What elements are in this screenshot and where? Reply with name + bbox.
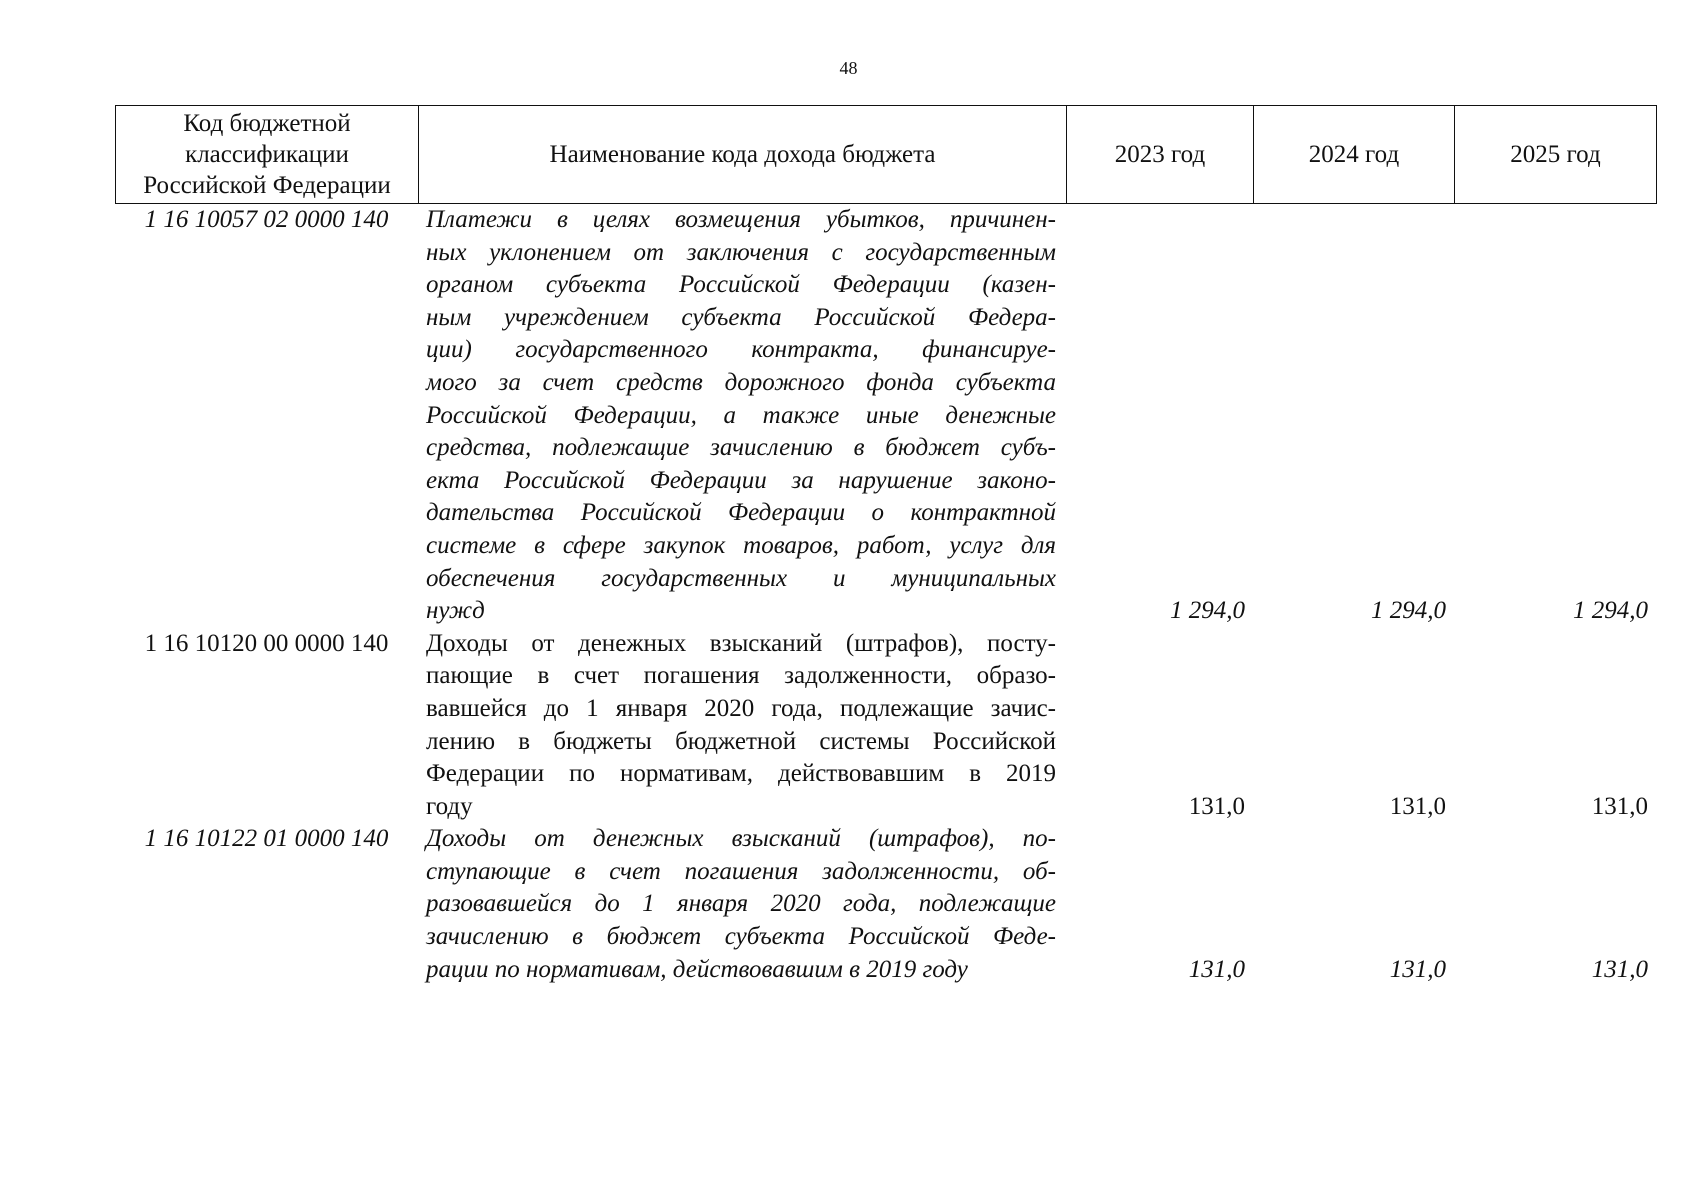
header-2025-column: 2025 год [1455,106,1657,204]
value-2023: 1 294,0 [1170,597,1245,625]
income-name-line: Доходы от денежных взысканий (штрафов), посту- [426,629,1056,657]
header-2023-column: 2023 год [1067,106,1254,204]
value-2023: 131,0 [1188,792,1245,820]
income-name-line: разовавшейся до 1 января 2020 года, подлежащие [426,890,1056,918]
table-row [115,628,1656,824]
table-header [115,105,1657,204]
budget-code: 1 16 10057 02 0000 140 [144,206,389,233]
header-code-line: Российской Федерации [143,172,391,199]
value-2023: 131,0 [1188,955,1245,983]
income-name-line: ных уклонением от заключения с государственным [426,238,1056,266]
income-name-line: ции) государственного контракта, финансируе- [426,336,1056,364]
value-2025: 131,0 [1591,792,1648,820]
income-name-line: нужд [426,597,485,625]
income-name-line: Платежи в целях возмещения убытков, причинен- [426,206,1056,233]
table-body [115,204,1656,986]
header-code-line: классификации [185,141,349,168]
income-name-line: мого за счет средств дорожного фонда субъекта [426,368,1056,396]
income-name-line: пающие в счет погашения задолженности, образо- [426,662,1056,690]
income-name-line: обеспечения государственных и муниципальных [426,564,1056,592]
income-name-line: лению в бюджеты бюджетной системы Российской [426,727,1056,755]
income-name-line: системе в сфере закупок товаров, работ, услуг для [426,531,1056,559]
income-name-line: Российской Федерации, а также иные денежные [426,401,1056,429]
table-row [115,823,1656,986]
income-name [418,628,1066,824]
income-name-line: рации по нормативам, действовавшим в 2019 году [426,955,968,983]
income-name-line: Федерации по нормативам, действовавшим в 2019 [426,760,1056,788]
income-name-line: органом субъекта Российской Федерации (казен- [426,271,1056,299]
income-name-line: Доходы от денежных взысканий (штрафов), по- [426,825,1056,853]
income-name [418,204,1066,628]
income-name-line: средства, подлежащие зачислению в бюджет субъ- [426,434,1056,462]
budget-code: 1 16 10122 01 0000 140 [144,825,389,853]
income-name-line: ступающие в счет погашения задолженности, об- [426,857,1056,885]
header-code-line: Код бюджетной [183,110,351,137]
income-name-line: дательства Российской Федерации о контрактной [426,499,1056,527]
value-2025: 1 294,0 [1573,597,1648,625]
header-2024-column: 2024 год [1254,106,1455,204]
value-2024: 1 294,0 [1371,597,1446,625]
income-name-line: году [426,792,473,820]
income-name-line: екта Российской Федерации за нарушение законо- [426,466,1056,494]
value-2024: 131,0 [1389,792,1446,820]
header-name-column: Наименование кода дохода бюджета [419,106,1067,204]
table-row [115,204,1656,628]
income-name-line: зачислению в бюджет субъекта Российской Феде- [426,923,1056,951]
page-number: 48 [839,58,858,78]
value-2024: 131,0 [1389,955,1446,983]
income-name-line: ным учреждением субъекта Российской Федера- [426,303,1056,331]
income-name [418,823,1066,986]
income-name-line: вавшейся до 1 января 2020 года, подлежащие зачис- [426,694,1056,722]
budget-code: 1 16 10120 00 0000 140 [144,629,389,657]
value-2025: 131,0 [1591,955,1648,983]
header-code-column [116,106,419,204]
